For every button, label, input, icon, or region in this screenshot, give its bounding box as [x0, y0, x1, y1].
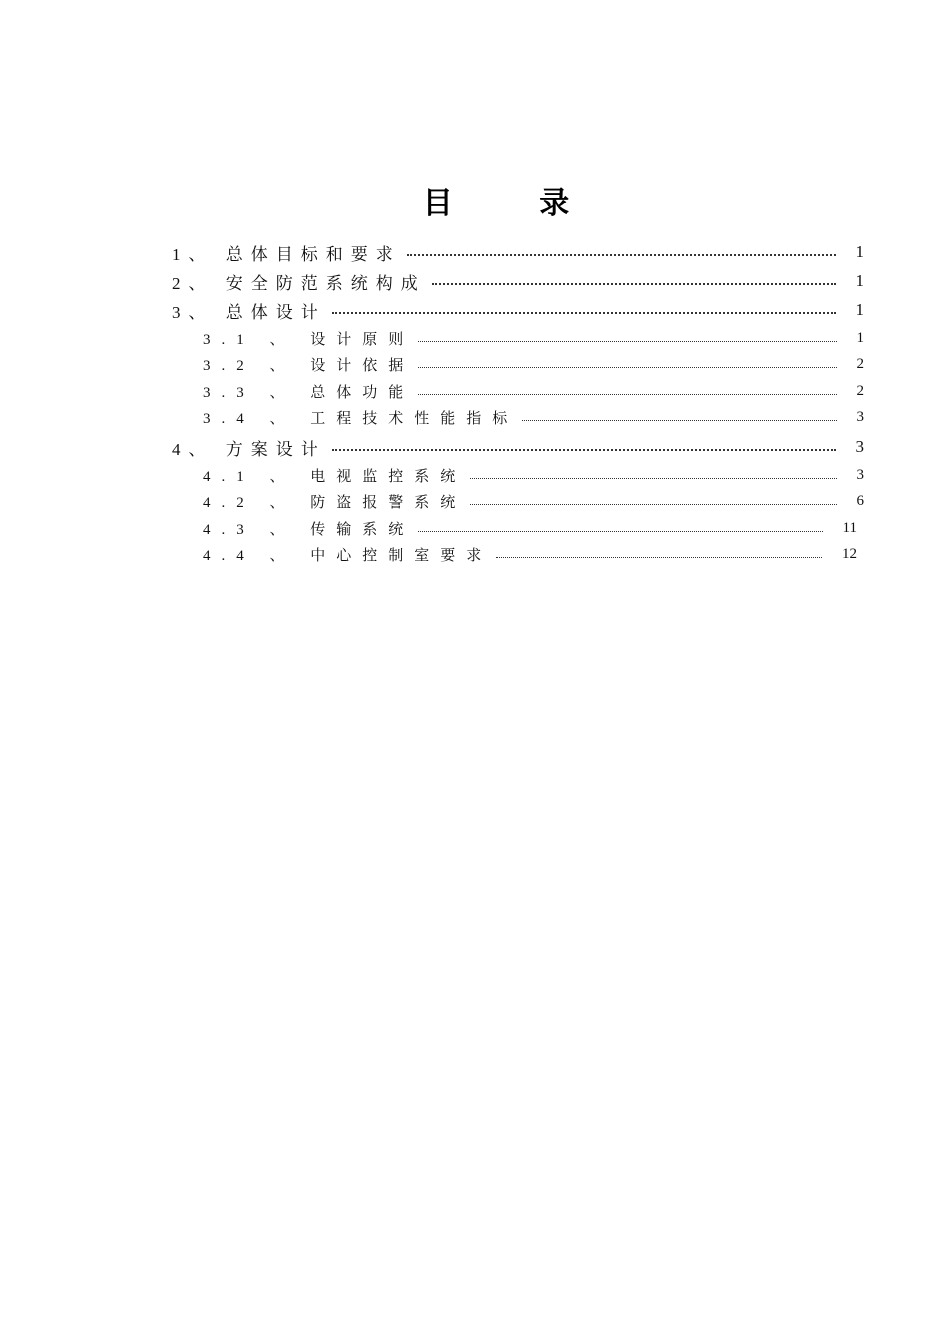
toc-entry-label: 4.2 、 防盗报警系统	[203, 494, 467, 511]
toc-dot-leader	[418, 367, 836, 368]
toc-page-number: 1	[856, 329, 864, 346]
toc-page-number: 1	[855, 271, 864, 290]
toc-page-number: 2	[856, 355, 864, 372]
toc-dot-leader	[470, 504, 836, 505]
toc-entry-3-3[interactable]	[203, 379, 864, 403]
toc-entry-label: 3.4 、 工程技术性能指标	[203, 410, 519, 427]
toc-entry-3[interactable]	[172, 297, 864, 323]
toc-entry-4-4[interactable]	[203, 542, 857, 566]
toc-page-number: 11	[842, 519, 857, 536]
toc-entry-4-3[interactable]	[203, 516, 857, 540]
toc-dot-leader	[332, 312, 836, 314]
toc-entry-3-1[interactable]	[203, 326, 864, 350]
toc-entry-1[interactable]	[172, 239, 864, 265]
toc-page-number: 3	[856, 466, 864, 483]
toc-dot-leader	[522, 420, 836, 421]
toc-entry-label: 3.1 、 设计原则	[203, 331, 415, 348]
toc-entry-label: 4.4 、 中心控制室要求	[203, 547, 493, 564]
toc-entry-4-1[interactable]	[203, 463, 864, 487]
toc-dot-leader	[470, 478, 836, 479]
toc-entry-label: 2、 安全防范系统构成	[172, 273, 426, 293]
toc-dot-leader	[418, 341, 836, 342]
toc-page-number: 1	[855, 242, 864, 261]
toc-entry-label: 3、 总体设计	[172, 302, 326, 322]
toc-entry-label: 3.3 、 总体功能	[203, 384, 415, 401]
toc-page-number: 2	[856, 382, 864, 399]
toc-page-number: 12	[842, 545, 857, 562]
toc-entry-3-4[interactable]	[203, 405, 864, 429]
toc-dot-leader	[332, 449, 836, 451]
toc-entry-3-2[interactable]	[203, 352, 864, 376]
toc-dot-leader	[496, 557, 822, 558]
toc-page-number: 3	[855, 437, 864, 456]
toc-entry-label: 1、 总体目标和要求	[172, 244, 401, 264]
toc-entry-4-2[interactable]	[203, 489, 864, 513]
toc-entry-label: 4.1 、 电视监控系统	[203, 468, 467, 485]
toc-entry-4[interactable]	[172, 434, 864, 460]
toc-dot-leader	[418, 531, 822, 532]
toc-page-number: 3	[856, 408, 864, 425]
toc-page-number: 1	[855, 300, 864, 319]
toc-dot-leader	[432, 283, 836, 285]
toc-dot-leader	[407, 254, 836, 256]
toc-dot-leader	[418, 394, 836, 395]
toc-entry-label: 4.3 、 传输系统	[203, 521, 415, 538]
toc-title: 目 录	[422, 186, 608, 221]
toc-entry-label: 3.2 、 设计依据	[203, 357, 415, 374]
toc-entry-label: 4、 方案设计	[172, 439, 326, 459]
toc-page-number: 6	[856, 492, 864, 509]
toc-entry-2[interactable]	[172, 268, 864, 294]
